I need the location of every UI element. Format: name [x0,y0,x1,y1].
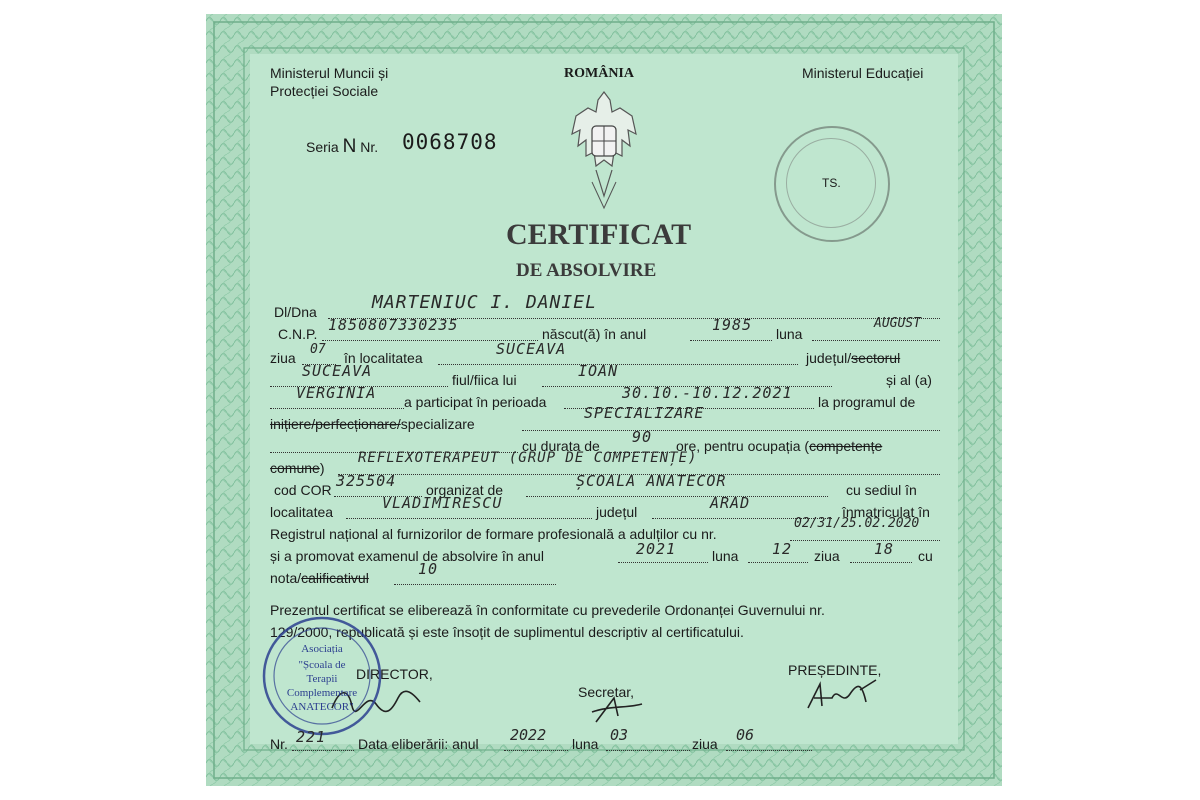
label-grade-calificativ: calificativul [301,570,369,586]
value-locality2: VLADIMIRESCU [382,494,503,512]
secretary-label: Secretar, [578,684,635,700]
label-seat: cu sediul în [846,482,917,498]
legal-text-line1: Prezentul certificat se eliberează în conformitate cu prevederile Ordonanței Guvernului nr. [270,602,825,618]
director-label: DIRECTOR, [356,666,433,682]
value-issue-day: 06 [736,726,755,744]
ministry-left-line1: Ministerul Muncii și [270,65,389,81]
label-grade-nota: nota/ [270,570,302,586]
dotline-month [812,340,940,341]
label-issue-nr: Nr. [270,736,288,752]
value-issue-nr: 221 [296,728,327,746]
value-exam-day: 18 [874,540,895,558]
svg-text:Terapii: Terapii [306,673,338,685]
ts-label: TS. [822,176,841,190]
label-sector: sectorul [851,350,901,366]
legal-text-line2: 129/2000, republicată și este însoțit de suplimentul descriptiv al certificatului. [270,624,744,640]
value-name: MARTENIUC I. DANIEL [372,292,597,313]
dotline-issue-nr [292,750,354,751]
svg-text:ANATECOR": ANATECOR" [290,701,354,713]
label-locality2: localitatea [270,504,334,520]
country-name: ROMÂNIA [564,66,634,81]
label-organized: organizat de [426,482,504,498]
label-participated: a participat în perioada [404,394,547,410]
label-county2: județul [596,504,638,520]
certificate-sheet [206,14,1002,786]
label-spec: specializare [400,416,475,432]
dotline-issue-day [726,750,812,751]
value-issue-month: 03 [610,726,629,744]
president-label: PREȘEDINTE, [788,662,882,678]
label-issue-month: luna [572,736,599,752]
label-promoted: și a promovat examenul de absolvire în anul [270,548,544,564]
series-letter: N [342,136,357,157]
coat-of-arms-icon [566,86,642,214]
value-locality: SUCEAVA [496,340,567,358]
label-comune [270,460,324,476]
value-exam-year: 2021 [636,540,677,558]
series-number: 0068708 [402,130,498,154]
value-county: SUCEAVA [302,362,373,380]
dotline-locality2 [346,518,592,519]
ministry-left [270,64,388,100]
secretary-signature [588,692,648,728]
label-day: ziua [270,350,296,366]
value-occupation: REFLEXOTERAPEUT (GRUP DE COMPETENȚE) [358,450,698,466]
dotline-issue-month [606,750,690,751]
value-born-year: 1985 [712,316,753,334]
label-cor: cod COR [274,482,332,498]
certificate-subtitle: DE ABSOLVIRE [516,260,657,281]
label-exam-month: luna [712,548,739,564]
label-issue-day: ziua [692,736,718,752]
label-county [806,350,900,366]
dotline-issue-year [504,750,568,751]
ministry-left-line2: Protecției Sociale [270,83,379,99]
value-day: 07 [310,342,326,357]
value-father: IOAN [578,362,619,380]
label-born-year: născut(ă) în anul [542,326,647,342]
school-stamp [258,612,386,740]
dotline-born-year [690,340,772,341]
dotline-program-type [522,430,940,431]
label-name: Dl/Dna [274,304,317,320]
dotline-exam-day [850,562,912,563]
label-duration: cu durata de [522,438,600,454]
label-locality: în localitatea [344,350,423,366]
dotline-exam-year [618,562,708,563]
label-registered: înmatriculat în [842,504,930,520]
ministry-right: Ministerul Educației [802,65,924,81]
label-with: cu [918,548,933,564]
president-signature [802,676,882,716]
label-hours-text: ore, pentru ocupația ( [676,438,810,454]
label-comune-text: comune [270,460,320,476]
svg-text:Complementare: Complementare [286,687,358,699]
dotline-grade [394,584,556,585]
svg-text:Asociația: Asociația [301,643,343,655]
label-init: inițiere [270,416,312,432]
certificate-title: CERTIFICAT [506,218,692,251]
value-program-type: SPECIALIZARE [584,404,705,422]
label-cnp: C.N.P. [278,326,318,342]
value-county2: ARAD [710,494,751,512]
dotline-registry [790,540,940,541]
svg-text:"Școala de: "Școala de [298,659,346,671]
value-month: AUGUST [874,316,921,331]
label-grade [270,570,369,586]
label-hours [676,438,882,454]
value-registry: 02/31/25.02.2020 [794,516,920,531]
label-perf: /perfecționare/ [311,416,401,432]
label-close-paren: ) [319,460,325,476]
label-month: luna [776,326,803,342]
label-county-text: județul/ [806,350,852,366]
label-program-type [270,416,475,432]
value-grade: 10 [418,560,439,578]
label-program: la programul de [818,394,916,410]
value-exam-month: 12 [772,540,793,558]
dotline-mother [270,408,404,409]
value-organizer: ȘCOALA ANATECOR [576,472,727,490]
label-registry: Registrul național al furnizorilor de formare profesională a adulților cu nr. [270,526,717,542]
label-exam-day: ziua [814,548,840,564]
label-son-of: fiul/fiica lui [452,372,517,388]
value-period: 30.10.-10.12.2021 [622,384,793,402]
value-mother: VERGINIA [296,384,377,402]
value-cnp: 1850807330235 [328,316,459,334]
series-label-text: Seria [306,139,339,155]
label-issue-date: Data eliberării: anul [358,736,479,752]
series-label [306,136,378,158]
dotline-exam-month [748,562,808,563]
number-label: Nr. [360,139,379,155]
value-cor: 325504 [336,472,397,490]
label-and-of: și al (a) [886,372,932,388]
dotline-organizer [526,496,828,497]
label-competente: competențe [809,438,883,454]
value-duration: 90 [632,428,653,446]
value-issue-year: 2022 [510,726,547,744]
